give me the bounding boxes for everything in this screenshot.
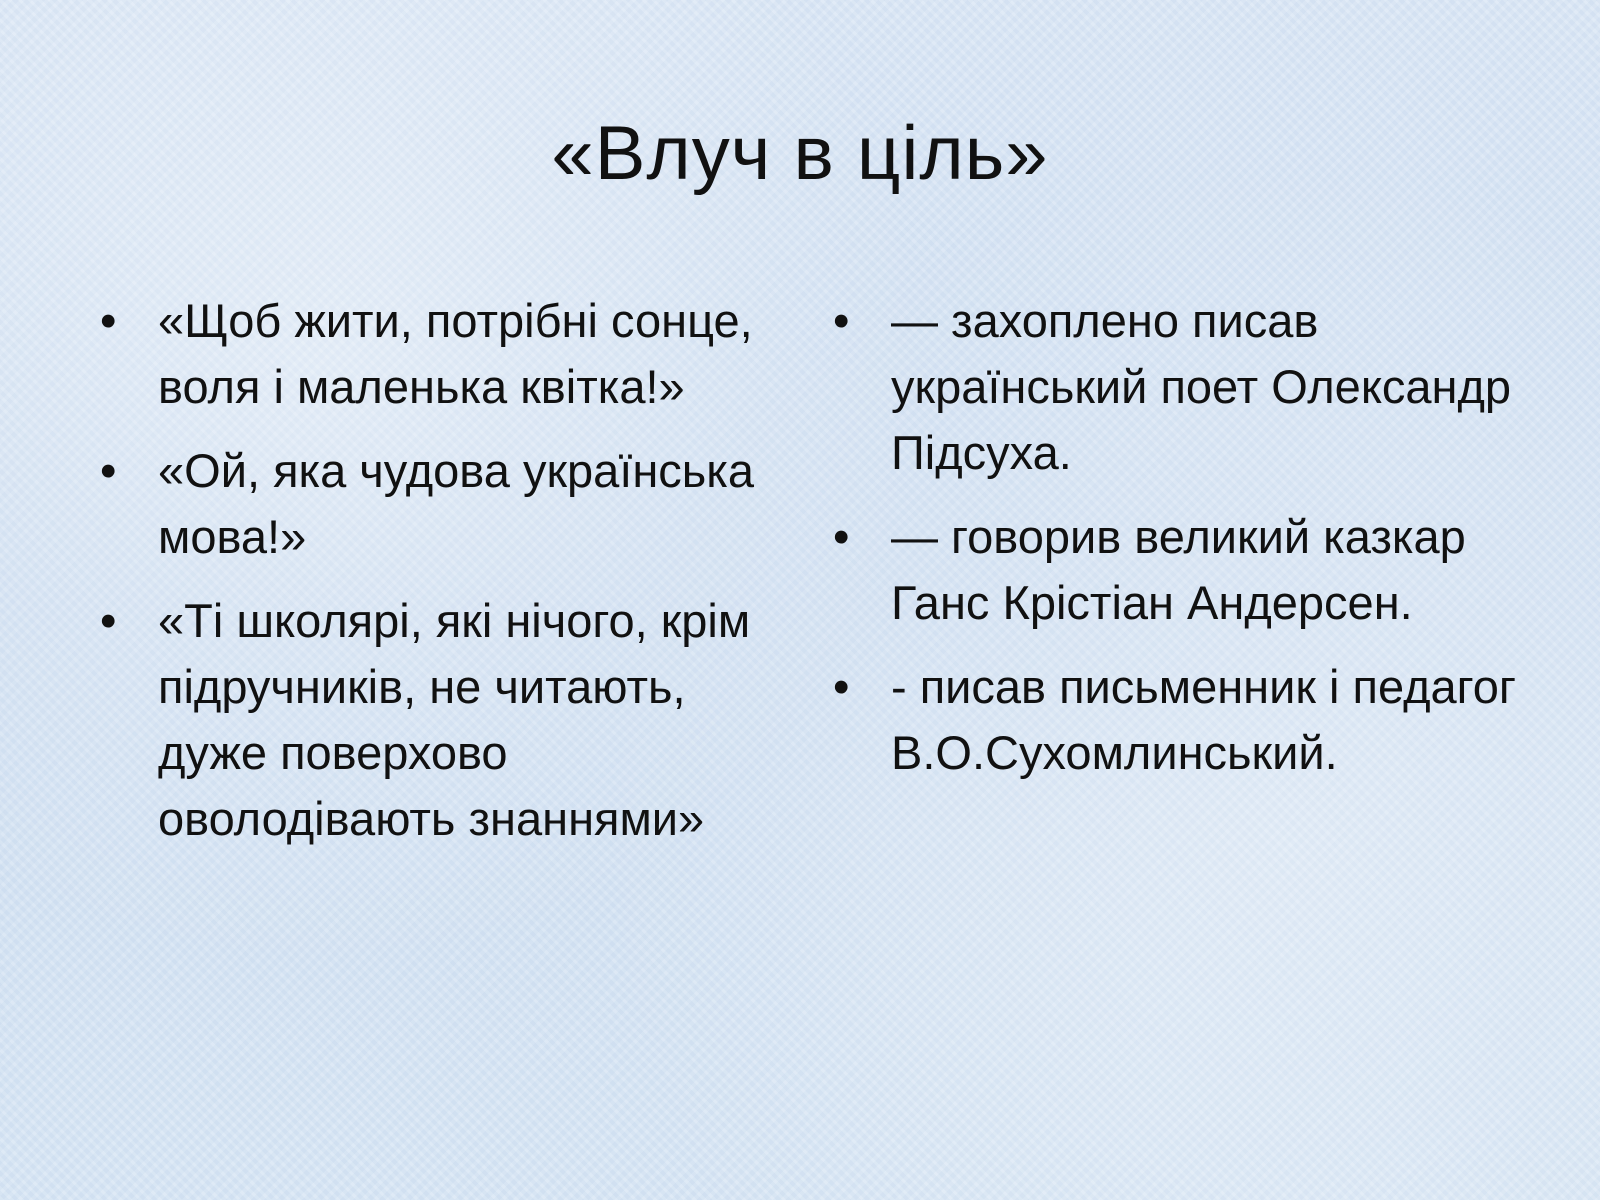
attribution-list: [825, 288, 1545, 804]
attribution-item: [825, 504, 1545, 636]
bullet-icon: •: [833, 294, 850, 347]
bullet-icon: •: [833, 510, 850, 563]
bullet-icon: •: [100, 594, 117, 647]
attribution-item: [825, 654, 1545, 786]
quote-text: «Ой, яка чудова українська мова!»: [158, 444, 755, 563]
attribution-text: - писав письменник і педагог В.О.Сухомлинський.: [891, 660, 1517, 779]
bullet-icon: •: [833, 660, 850, 713]
attribution-text: — говорив великий казкар Ганс Крістіан Андерсен.: [891, 510, 1466, 629]
slide-title: «Влуч в ціль»: [551, 111, 1049, 196]
quote-text: «Щоб жити, потрібні сонце, воля і маленька квітка!»: [158, 294, 753, 413]
quote-text: «Ті школярі, які нічого, крім підручників, не читають, дуже поверхово оволодівають знаннями»: [158, 594, 751, 845]
attribution-item: [825, 288, 1545, 486]
quote-item: [92, 438, 792, 570]
bullet-icon: •: [100, 444, 117, 497]
bullet-icon: •: [100, 294, 117, 347]
quote-item: [92, 288, 792, 420]
quotes-list: [92, 288, 792, 870]
quote-item: [92, 588, 792, 852]
attribution-text: — захоплено писав український поет Олександр Підсуха.: [891, 294, 1512, 479]
